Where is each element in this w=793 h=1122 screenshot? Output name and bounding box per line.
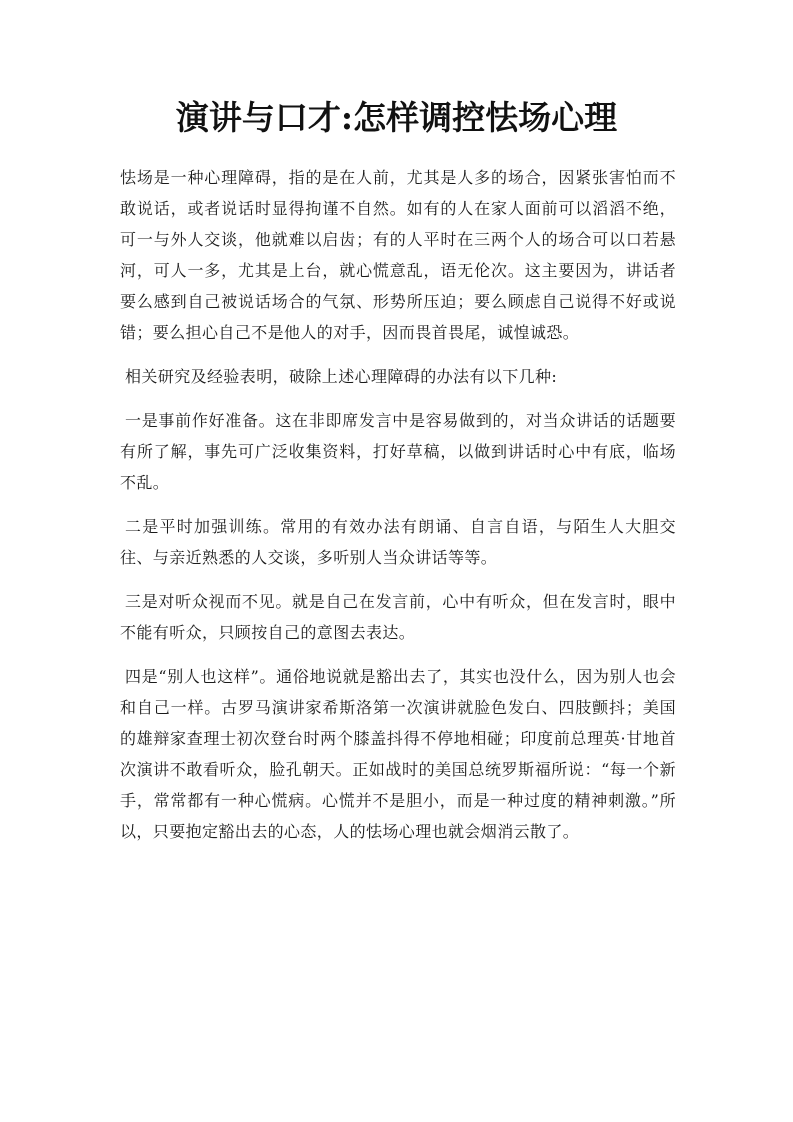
paragraph-methods-lead: 相关研究及经验表明，破除上述心理障碍的办法有以下几种: (125, 367, 558, 386)
paragraph-method-3: 三是对听众视而不见。就是自己在发言前，心中有听众，但在发言时，眼中不能有听众，只顾按自己的意图去表达。 (120, 592, 676, 642)
paragraph-intro: 怯场是一种心理障碍，指的是在人前，尤其是人多的场合，因紧张害怕而不敢说话，或者说话时显得拘谨不自然。如有的人在家人面前可以滔滔不绝，可一与外人交谈，他就难以启齿；有的人平时在三两个人的场合可以口若悬河，可人一多，尤其是上台，就心慌意乱，语无伦次。这主要因为，讲话者要么感到自己被说话场合的气氛、形势所压迫；要么顾虑自己说得不好或说错；要么担心自己不是他人的对手，因而畏首畏尾，诚惶诚恐。 (120, 168, 676, 342)
document-title: 演讲与口才:怎样调控怯场心理 (175, 98, 618, 137)
paragraph-method-2: 二是平时加强训练。常用的有效办法有朗诵、自言自语，与陌生人大胆交往、与亲近熟悉的人交谈，多听别人当众讲话等等。 (120, 517, 676, 567)
paragraph-method-1: 一是事前作好准备。这在非即席发言中是容易做到的，对当众讲话的话题要有所了解，事先可广泛收集资料，打好草稿，以做到讲话时心中有底，临场不乱。 (120, 411, 676, 492)
document-body (120, 162, 676, 860)
paragraph-method-4: 四是“别人也这样”。通俗地说就是豁出去了，其实也没什么，因为别人也会和自己一样。古罗马演讲家希斯洛第一次演讲就脸色发白、四肢颤抖；美国的雄辩家查理士初次登台时两个膝盖抖得不停地相碰；印度前总理英·甘地首次演讲不敢看听众，脸孔朝天。正如战时的美国总统罗斯福所说：“每一个新手，常常都有一种心慌病。心慌并不是胆小，而是一种过度的精神刺激。”所以，只要抱定豁出去的心态，人的怯场心理也就会烟消云散了。 (120, 667, 676, 841)
